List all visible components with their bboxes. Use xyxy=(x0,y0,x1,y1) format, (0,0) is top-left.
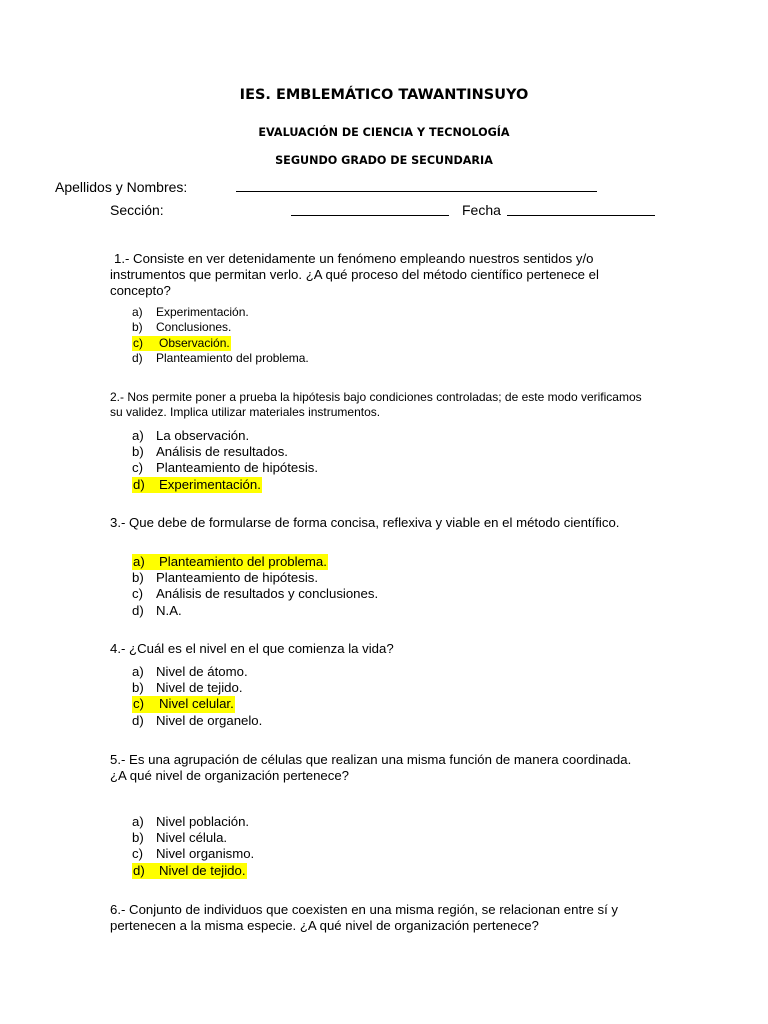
school-title: IES. EMBLEMÁTICO TAWANTINSUYO xyxy=(239,87,529,103)
option-b[interactable] xyxy=(132,570,378,586)
option-letter: d) xyxy=(132,351,143,366)
question-2-text: 2.- Nos permite poner a prueba la hipótesis bajo condiciones controladas; de este modo verificamos su validez. Implica utilizar materiales instrumentos. xyxy=(110,390,642,419)
option-letter: b) xyxy=(132,444,144,460)
option-text-highlighted: Nivel celular. xyxy=(159,696,234,712)
option-letter: a) xyxy=(132,305,143,319)
option-letter: c) xyxy=(132,696,158,712)
option-text: Nivel célula. xyxy=(156,830,228,846)
option-letter: b) xyxy=(132,680,144,696)
option-a-highlighted[interactable] xyxy=(132,554,378,570)
exam-title: EVALUACIÓN DE CIENCIA Y TECNOLOGÍA xyxy=(258,126,510,139)
option-a[interactable] xyxy=(132,428,318,444)
question-6-text: 6.- Conjunto de individuos que coexisten en una misma región, se relacionan entre sí y pertenecen a la misma especie. ¿A qué nivel de organización pertenece? xyxy=(110,902,619,933)
option-text: Nivel de organelo. xyxy=(156,712,263,728)
option-c[interactable] xyxy=(132,460,318,476)
section-label: Sección: xyxy=(110,202,164,218)
option-text: Planteamiento de hipótesis. xyxy=(156,460,319,476)
option-letter: c) xyxy=(132,336,158,351)
option-d-highlighted[interactable] xyxy=(132,863,254,879)
option-letter: d) xyxy=(132,602,144,618)
option-text: Experimentación. xyxy=(156,305,249,319)
option-letter: b) xyxy=(132,320,143,335)
option-text: Análisis de resultados. xyxy=(156,444,288,460)
option-letter: d) xyxy=(132,477,158,493)
option-b[interactable] xyxy=(132,444,318,460)
option-text: N.A. xyxy=(156,602,182,618)
option-letter: a) xyxy=(132,428,144,443)
option-text-highlighted: Nivel de tejido. xyxy=(159,862,246,878)
question-1-options xyxy=(132,305,309,367)
option-letter: b) xyxy=(132,830,144,846)
option-text: Análisis de resultados y conclusiones. xyxy=(156,586,379,602)
option-text: La observación. xyxy=(156,428,250,443)
option-text: Planteamiento de hipótesis. xyxy=(156,570,319,586)
option-d[interactable] xyxy=(132,603,378,619)
option-text: Nivel de átomo. xyxy=(156,664,248,679)
option-letter: c) xyxy=(132,460,143,476)
question-4-options xyxy=(132,664,262,729)
option-letter: a) xyxy=(132,664,144,679)
option-text: Nivel organismo. xyxy=(156,846,255,862)
option-text: Nivel población. xyxy=(156,814,250,829)
option-text-highlighted: Experimentación. xyxy=(159,476,261,492)
option-a[interactable] xyxy=(132,305,309,320)
question-3-text: 3.- Que debe de formularse de forma concisa, reflexiva y viable en el método científico. xyxy=(110,515,620,530)
date-line[interactable] xyxy=(507,215,655,216)
question-4-text: 4.- ¿Cuál es el nivel en el que comienza la vida? xyxy=(110,641,394,656)
option-letter: c) xyxy=(132,586,143,602)
option-b[interactable] xyxy=(132,830,254,846)
question-2-options xyxy=(132,428,318,493)
grade-title: SEGUNDO GRADO DE SECUNDARIA xyxy=(275,154,493,167)
option-text-highlighted: Planteamiento del problema. xyxy=(159,554,327,569)
option-letter: d) xyxy=(132,863,158,879)
question-5-options xyxy=(132,814,254,879)
option-c[interactable] xyxy=(132,846,254,862)
option-a[interactable] xyxy=(132,664,262,680)
option-letter: b) xyxy=(132,570,144,586)
option-c-highlighted[interactable] xyxy=(132,696,262,712)
name-line[interactable] xyxy=(236,191,597,192)
date-label: Fecha xyxy=(462,202,501,218)
option-d-highlighted[interactable] xyxy=(132,477,318,493)
question-3-options xyxy=(132,554,378,619)
option-c-highlighted[interactable] xyxy=(132,336,309,351)
option-letter: c) xyxy=(132,846,143,862)
option-text-highlighted: Observación. xyxy=(159,335,230,350)
option-letter: a) xyxy=(132,554,158,570)
section-line[interactable] xyxy=(291,215,449,216)
option-a[interactable] xyxy=(132,814,254,830)
option-text: Planteamiento del problema. xyxy=(156,351,309,366)
option-c[interactable] xyxy=(132,586,378,602)
option-b[interactable] xyxy=(132,680,262,696)
name-label: Apellidos y Nombres: xyxy=(55,179,188,195)
option-b[interactable] xyxy=(132,320,309,335)
option-text: Conclusiones. xyxy=(156,320,232,335)
question-5-text: 5.- Es una agrupación de células que realizan una misma función de manera coordinada. ¿A qué nivel de organización pertenece? xyxy=(110,752,632,783)
option-letter: a) xyxy=(132,814,144,829)
question-1-text: 1.- Consiste en ver detenidamente un fenómeno empleando nuestros sentidos y/o instrumentos que permitan verlo. ¿A qué proceso del método científico pertenece el concepto? xyxy=(110,251,599,298)
option-text: Nivel de tejido. xyxy=(156,680,243,696)
option-d[interactable] xyxy=(132,351,309,366)
option-d[interactable] xyxy=(132,713,262,729)
option-letter: d) xyxy=(132,712,144,728)
